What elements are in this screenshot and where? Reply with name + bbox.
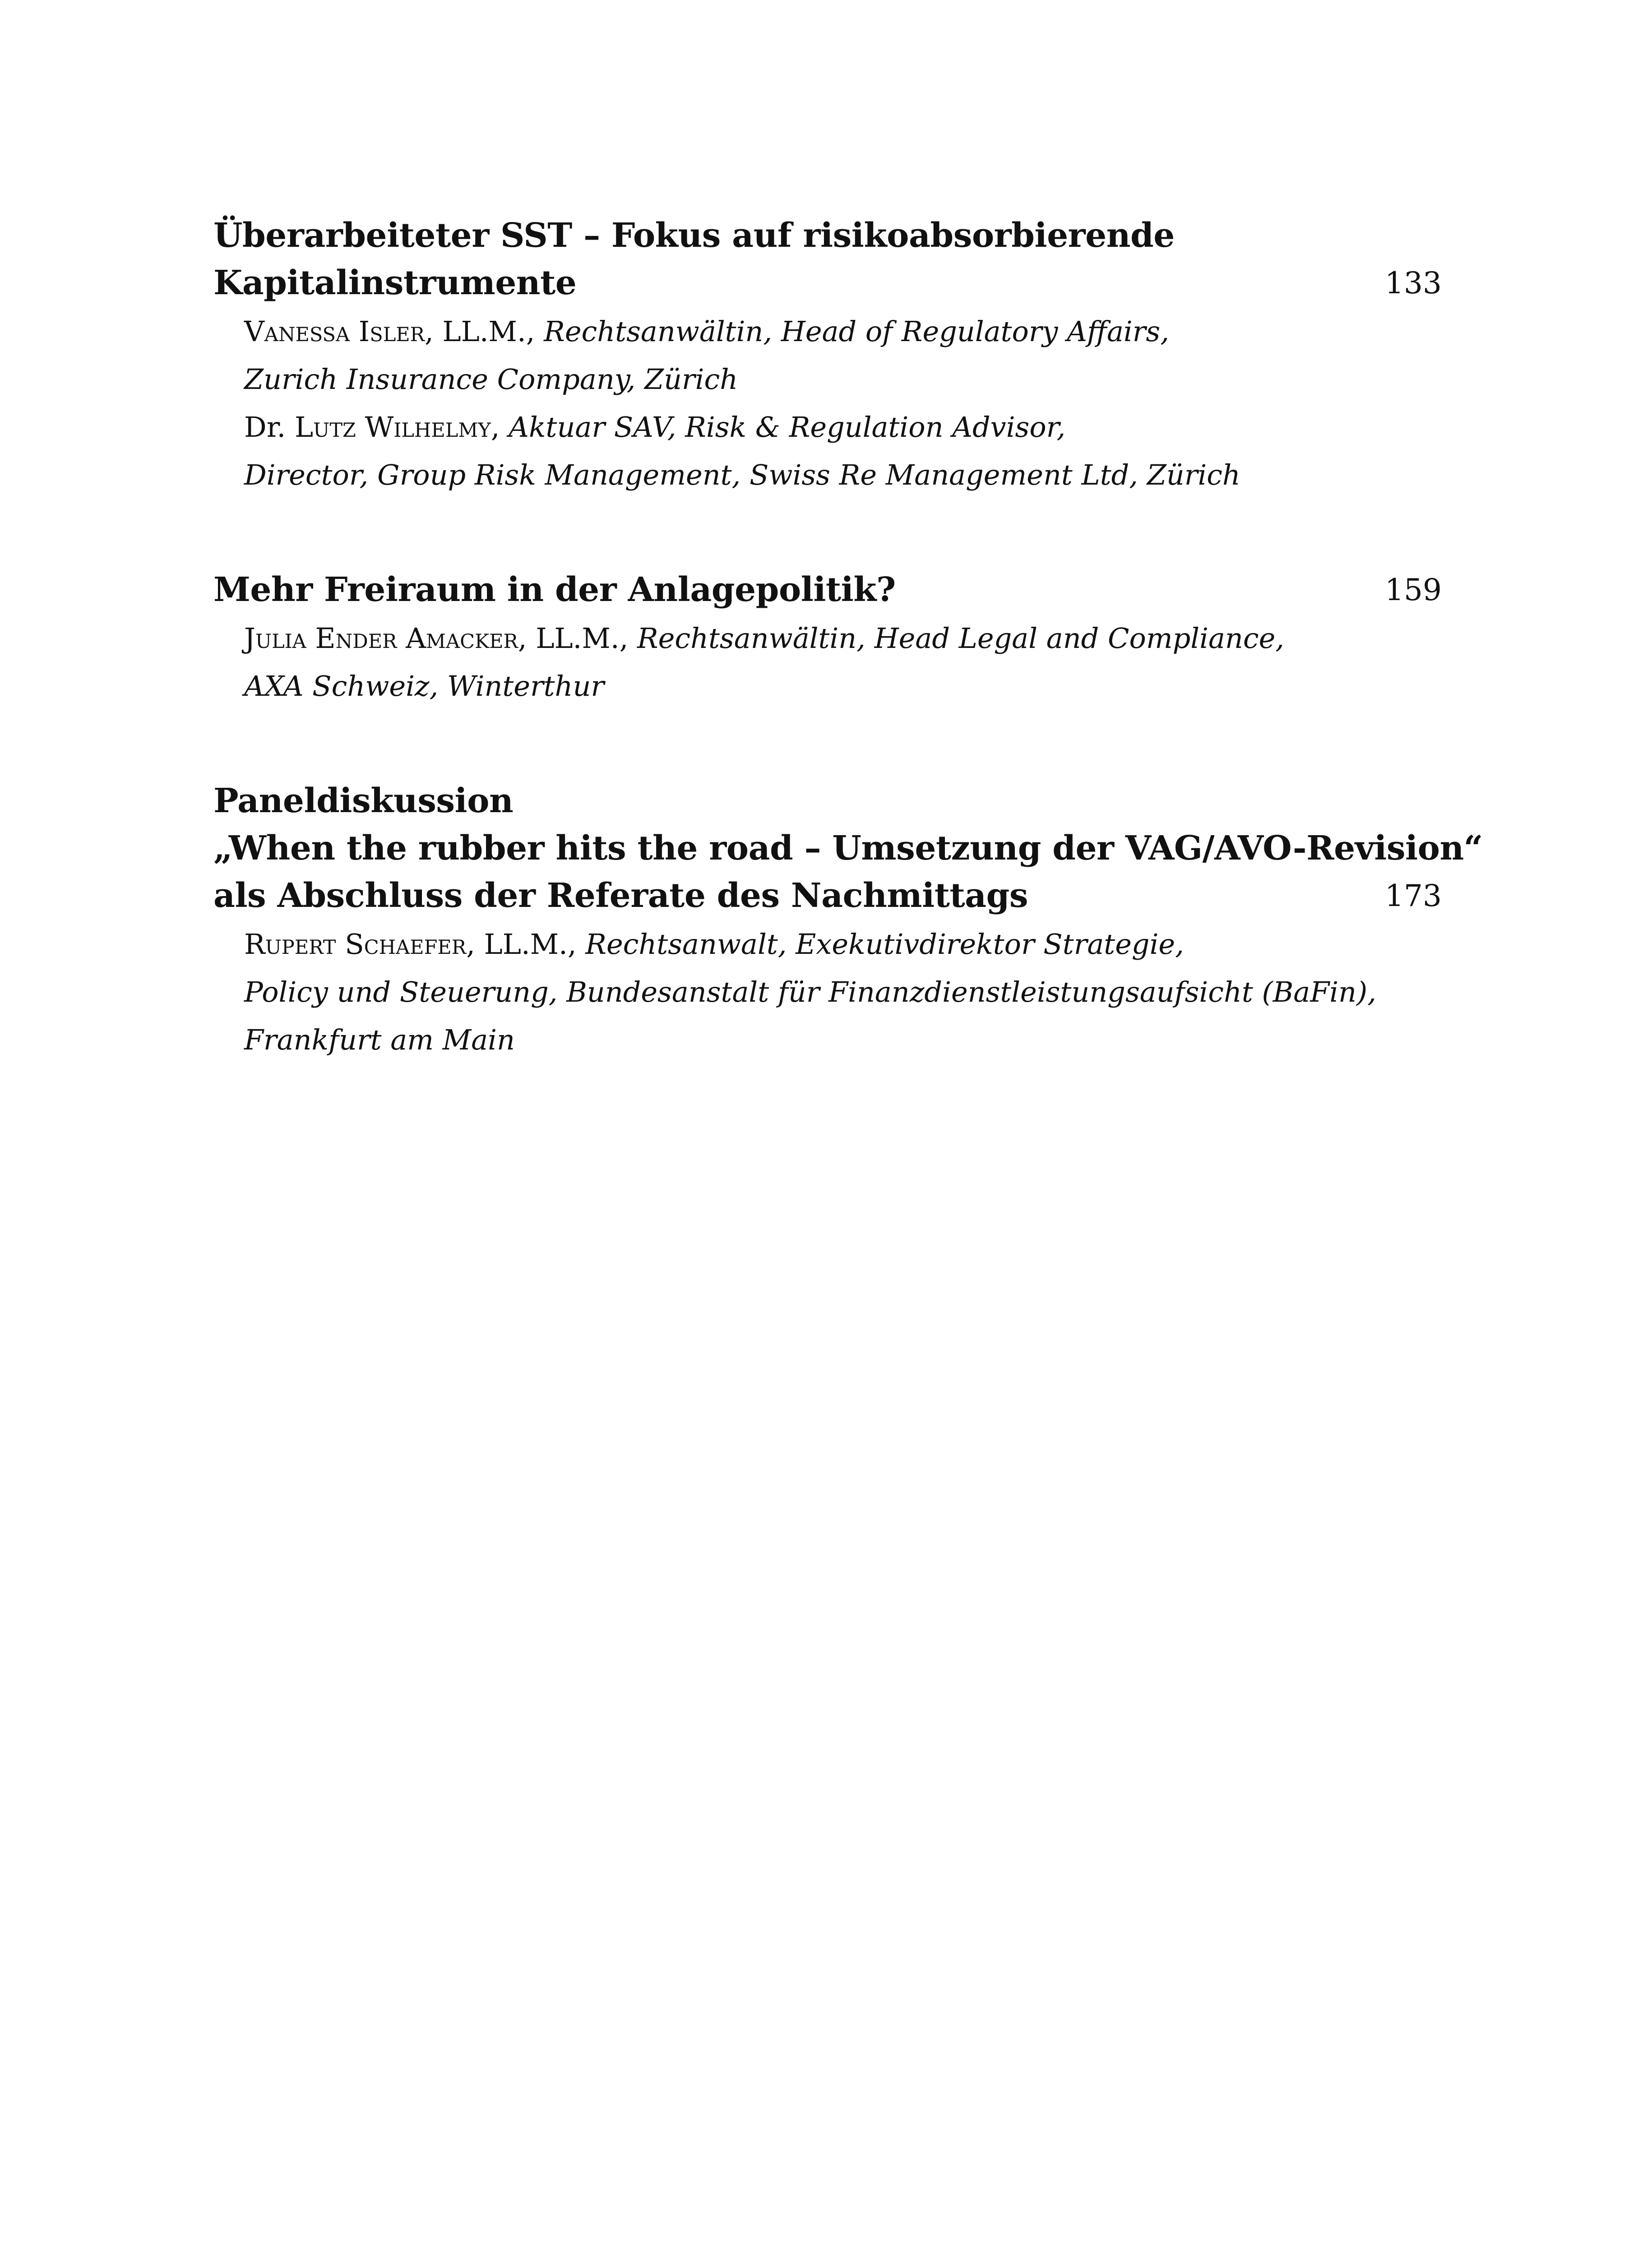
entry-title (213, 566, 1441, 614)
entry-title (213, 212, 1441, 307)
author-line (244, 308, 1441, 356)
author-affiliation-line: Policy und Steuerung, Bundesanstalt für Finanzdienstleistungsaufsicht (BaFin), (244, 975, 1376, 1008)
author-description: Rechtsanwältin, Head of Regulatory Affairs, (544, 315, 1169, 348)
entry-title-line: „When the rubber hits the road – Umsetzung der VAG/AVO-Revision“ (213, 829, 1483, 868)
author-line (244, 920, 1441, 968)
author-description: Rechtsanwältin, Head Legal and Compliance, (637, 622, 1284, 655)
entry-authors (213, 920, 1441, 1064)
author-affiliation-line: Zurich Insurance Company, Zürich (244, 363, 738, 396)
author-affiliation-line: AXA Schweiz, Winterthur (244, 670, 605, 703)
author-last-name: Wilhelmy (365, 411, 491, 444)
entry-title-line: Kapitalinstrumente (213, 264, 577, 302)
entry-title-line: Überarbeiteter SST – Fokus auf risikoabsorbierende (213, 216, 1175, 255)
author-degree: , (491, 411, 509, 444)
toc-entry (213, 777, 1483, 1064)
author-description: Rechtsanwalt, Exekutivdirektor Strategie, (585, 928, 1184, 961)
page-number: 173 (1385, 878, 1442, 913)
entry-title-line: Paneldiskussion (213, 781, 514, 820)
entry-authors (213, 615, 1441, 710)
author-first-name: Julia (244, 622, 306, 655)
author-last-name: Schaefer (345, 928, 467, 961)
author-line (244, 403, 1441, 451)
entry-title-line: als Abschluss der Referate des Nachmittags (213, 876, 1028, 915)
author-description: Aktuar SAV, Risk & Regulation Advisor, (509, 411, 1066, 444)
author-degree: , LL.M., (466, 928, 586, 961)
author-first-name: Lutz (294, 411, 356, 444)
author-first-name: Vanessa (244, 315, 350, 348)
author-line (244, 615, 1441, 662)
author-affiliation-line: Director, Group Risk Management, Swiss Re Management Ltd, Zürich (244, 458, 1240, 491)
page-number: 159 (1385, 573, 1442, 607)
entry-title-line: Mehr Freiraum in der Anlagepolitik? (213, 570, 896, 609)
author-last-name: Isler (358, 315, 425, 348)
page-number: 133 (1385, 266, 1442, 300)
author-affiliation-line: Frankfurt am Main (244, 1023, 515, 1056)
author-first-name: Rupert (244, 928, 336, 961)
entry-authors (213, 308, 1441, 499)
entry-title (213, 777, 1483, 920)
author-last-name: Amacker (406, 622, 518, 655)
author-degree: , LL.M., (425, 315, 544, 348)
toc-entry (213, 566, 1441, 710)
author-prefix: Dr. (244, 411, 295, 444)
author-middle-name: Ender (315, 622, 397, 655)
author-degree: , LL.M., (518, 622, 637, 655)
toc-entry (213, 212, 1441, 499)
